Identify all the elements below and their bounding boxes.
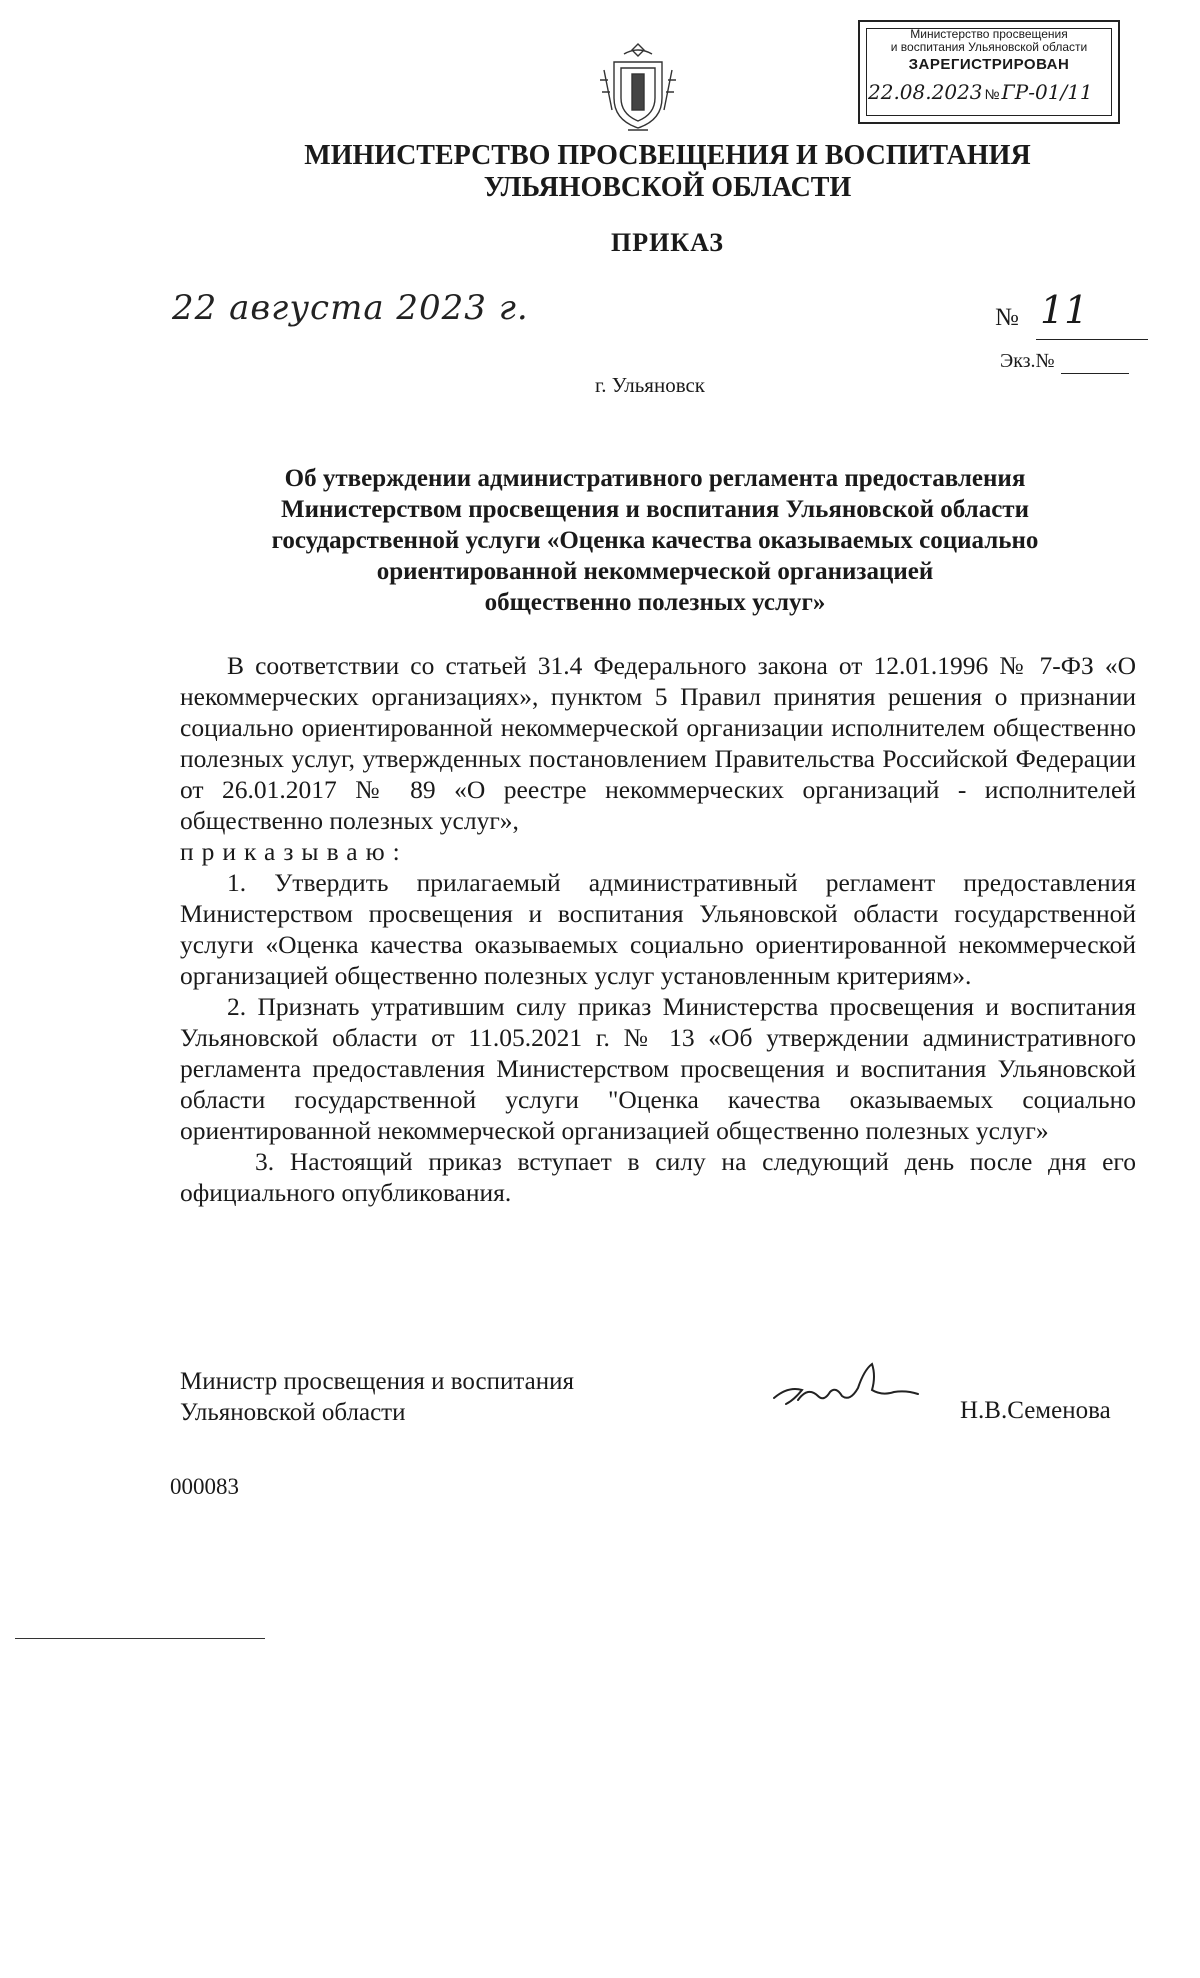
- order-word: приказываю:: [180, 837, 408, 866]
- stamp-ministry-line2: и воспитания Ульяновской области: [890, 40, 1088, 54]
- order-item-1: 1. Утвердить прилагаемый административный регламент предоставления Министерством просвещения и воспитания Ульяновской области государственной услуги «Оценка качества оказываемых социально ориентированной некоммерческой организацией общественно полезных услуг установленным критериям».: [180, 868, 1136, 990]
- signatory-position: [180, 1366, 574, 1428]
- ministry-name-line1: МИНИСТЕРСТВО ПРОСВЕЩЕНИЯ И ВОСПИТАНИЯ: [304, 140, 1031, 171]
- copy-number-underline: [1061, 373, 1129, 374]
- order-number-label: №: [995, 304, 1019, 331]
- subject-line: общественно полезных услуг»: [484, 589, 826, 616]
- subject-line: ориентированной некоммерческой организацией: [376, 558, 934, 585]
- subject-line: государственной услуги «Оценка качества оказываемых социально: [271, 527, 1039, 554]
- city: г. Ульяновск: [595, 373, 706, 397]
- stamp-handwritten-entry: [868, 80, 1093, 104]
- stamp-date: 22.08.2023: [868, 80, 983, 104]
- order-body: [180, 650, 1136, 1208]
- stamp-number-label: №: [984, 86, 1000, 102]
- copy-number-label: Экз.№: [1000, 350, 1055, 372]
- ministry-name-line2: УЛЬЯНОВСКОЙ ОБЛАСТИ: [483, 172, 852, 203]
- order-item-3: 3. Настоящий приказ вступает в силу на следующий день после дня его официального опубликования.: [180, 1147, 1136, 1207]
- handwritten-date: 22 августа 2023 г.: [172, 288, 529, 328]
- order-subject: [215, 463, 1095, 618]
- handwritten-signature: [768, 1356, 928, 1416]
- order-number-handwritten: 11: [1040, 288, 1089, 332]
- stamp-ministry-line1: Министерство просвещения: [910, 27, 1068, 41]
- document-serial-number: 000083: [170, 1474, 239, 1499]
- preamble-paragraph: В соответствии со статьей 31.4 Федерального закона от 12.01.1996 № 7-ФЗ «О некоммерческих организациях», пунктом 5 Правил принятия решения о признании социально ориентированной некоммерческой организации исполнителем общественно полезных услуг, утвержденных постановлением Правительства Российской Федерации от 26.01.2017 № 89 «О реестре некоммерческих организаций - исполнителей общественно полезных услуг»,: [180, 651, 1136, 835]
- ministry-header: [200, 140, 1135, 204]
- document-type-title: ПРИКАЗ: [610, 228, 725, 257]
- signatory-position-line1: Министр просвещения и воспитания: [180, 1368, 574, 1395]
- stamp-reg-number: ГР-01/11: [1001, 80, 1093, 104]
- signatory-position-line2: Ульяновской области: [180, 1399, 406, 1426]
- order-item-2: 2. Признать утратившим силу приказ Министерства просвещения и воспитания Ульяновской области от 11.05.2021 г. № 13 «Об утверждении административного регламента предоставления Министерством просвещения и воспитания Ульяновской области государственной услуги "Оценка качества оказываемых социально ориентированной некоммерческой организацией общественно полезных услуг»: [180, 992, 1136, 1145]
- registration-stamp: [858, 20, 1120, 124]
- footer-rule: [15, 1638, 265, 1639]
- subject-line: Об утверждении административного регламента предоставления: [284, 465, 1026, 492]
- coat-of-arms-icon: [594, 40, 682, 136]
- signatory-name: Н.В.Семенова: [960, 1397, 1111, 1424]
- subject-line: Министерством просвещения и воспитания Ульяновской области: [281, 496, 1029, 523]
- order-number-underline: [1036, 339, 1148, 340]
- stamp-registered-label: ЗАРЕГИСТРИРОВАН: [908, 56, 1070, 73]
